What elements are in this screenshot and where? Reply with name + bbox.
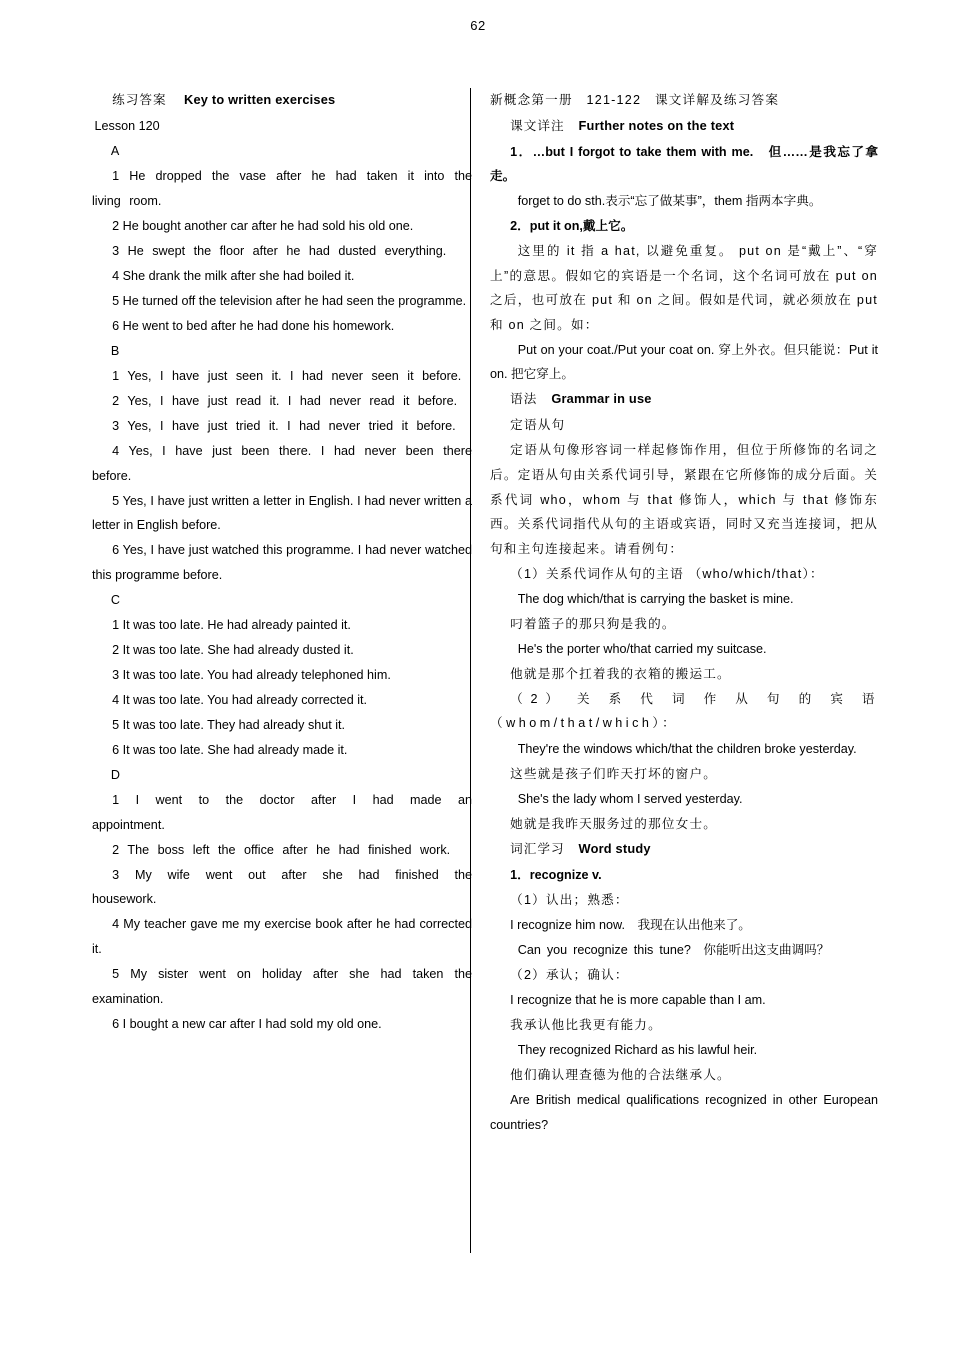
word-study-heading-cn: 词汇学习 <box>510 841 565 856</box>
grammar-paragraph: （1）关系代词作从句的主语 （who/which/that）： <box>510 566 824 581</box>
grammar-heading-en: Grammar in use <box>551 391 652 407</box>
word-example: I recognize him now. 我现在认出他来了。 <box>510 917 751 932</box>
grammar-heading-cn: 语法 <box>510 392 538 407</box>
notes-heading-cn: 课文详注 <box>510 118 565 133</box>
answer-item: 6 He went to bed after he had done his homework. <box>112 318 395 333</box>
notes-heading <box>490 114 878 139</box>
answer-item: 2 Yes, I have just read it. I had never read it before. <box>112 393 458 408</box>
word-entry: 1．recognize v. <box>510 867 602 882</box>
word-sense: （1）认出；熟悉： <box>510 892 629 907</box>
word-study-heading <box>490 837 878 862</box>
note-item: 这里的 it 指 a hat, 以避免重复。 put on 是“戴上”、“穿上”的意思。假如它的宾语是一个名词，这个名词可放在 put on 之后，也可放在 put 和 on 之间。假如是代词，就必须放在 put 和 on 之间。如： <box>490 244 878 332</box>
notes-heading-en: Further notes on the text <box>578 117 735 133</box>
answer-item: 1 I went to the doctor after I had made an appointment. <box>92 793 472 832</box>
left-heading <box>92 88 472 113</box>
grammar-example-cn: 他就是那个扛着我的衣箱的搬运工。 <box>510 666 731 681</box>
word-sense: （2）承认；确认： <box>510 967 629 982</box>
answer-item: 5 It was too late. They had already shut it. <box>112 718 346 733</box>
answer-item: 6 I bought a new car after I had sold my old one. <box>112 1016 382 1031</box>
section-label-a: A <box>110 144 120 158</box>
grammar-subtitle: 定语从句 <box>510 418 566 433</box>
note-item: 1．…but I forgot to take them with me. 但……是我忘了拿走。 <box>490 144 878 184</box>
answer-item: 4 It was too late. You had already corrected it. <box>112 693 367 708</box>
note-item: Put on your coat./Put your coat on. 穿上外衣。但只能说：Put it on. 把它穿上。 <box>490 342 878 382</box>
section-label-c: C <box>110 592 120 607</box>
answer-item: 1 It was too late. He had already painted it. <box>112 617 351 632</box>
left-column <box>92 88 472 1037</box>
grammar-example: He's the porter who/that carried my suitcase. <box>517 641 767 656</box>
section-label-b: B <box>110 343 120 358</box>
answer-item: 4 My teacher gave me my exercise book after he had corrected it. <box>92 917 472 956</box>
section-label-d: D <box>110 768 120 783</box>
word-example: Can you recognize this tune? 你能听出这支曲调吗？ <box>517 942 830 957</box>
left-heading-en: Key to written exercises <box>184 92 336 107</box>
answer-item: 5 Yes, I have just written a letter in English. I had never written a letter in English before. <box>92 493 472 533</box>
grammar-paragraph: 定语从句像形容词一样起修饰作用，但位于所修饰的名词之后。定语从句由关系代词引导，紧跟在它所修饰的成分后面。关系代词 who，whom 与 that 修饰人，which 与 that 修饰东西。关系代词指代从句的主语或宾语，同时又充当连接词，把从句和主句连接起来。请看例句： <box>490 443 878 556</box>
grammar-paragraph: （2） 关 系 代 词 作 从 句 的 宾 语（whom/that/which）： <box>490 691 878 731</box>
page-columns <box>0 88 956 1278</box>
grammar-example: They're the windows which/that the children broke yesterday. <box>517 741 857 756</box>
answer-item: 3 Yes, I have just tried it. I had never tried it before. <box>112 419 456 434</box>
answer-item: 2 The boss left the office after he had finished work. <box>112 842 451 857</box>
word-study-heading-en: Word study <box>578 840 651 856</box>
word-example-cn: 他们确认理查德为他的合法继承人。 <box>510 1068 731 1083</box>
grammar-example: The dog which/that is carrying the basket is mine. <box>517 591 794 606</box>
note-item: 2．put it on,戴上它。 <box>510 219 634 234</box>
answer-item: 1 He dropped the vase after he had taken it into the living room. <box>92 169 472 208</box>
answer-item: 2 He bought another car after he had sold his old one. <box>112 218 414 233</box>
answer-item: 3 He swept the floor after he had dusted everything. <box>112 243 447 258</box>
answer-item: 3 My wife went out after she had finished the housework. <box>92 867 472 907</box>
answer-item: 6 It was too late. She had already made it. <box>112 743 348 758</box>
grammar-example-cn: 叼着篮子的那只狗是我的。 <box>510 616 676 631</box>
answer-item: 4 Yes, I have just been there. I had never been there before. <box>92 444 472 483</box>
left-heading-cn: 练习答案 <box>112 93 167 107</box>
grammar-example-cn: 这些就是孩子们昨天打坏的窗户。 <box>510 766 718 781</box>
answer-item: 1 Yes, I have just seen it. I had never seen it before. <box>112 368 462 383</box>
right-header: 新概念第一册 121-122 课文详解及练习答案 <box>490 93 780 107</box>
grammar-heading <box>490 387 878 412</box>
word-example: Are British medical qualifications recognized in other European countries? <box>490 1093 878 1132</box>
note-item: forget to do sth.表示“忘了做某事”，them 指两本字典。 <box>517 194 822 209</box>
answer-item: 3 It was too late. You had already telephoned him. <box>112 667 391 682</box>
answer-item: 2 It was too late. She had already dusted it. <box>112 642 354 657</box>
page-number: 62 <box>470 18 486 33</box>
grammar-example-cn: 她就是我昨天服务过的那位女士。 <box>510 816 718 831</box>
right-column <box>490 88 878 1138</box>
answer-item: 4 She drank the milk after she had boiled it. <box>112 268 355 283</box>
word-example: I recognize that he is more capable than I am. <box>510 992 766 1007</box>
answer-item: 6 Yes, I have just watched this programme. I had never watched this programme before. <box>92 543 472 582</box>
answer-item: 5 He turned off the television after he had seen the programme. <box>112 293 467 308</box>
word-example-cn: 我承认他比我更有能力。 <box>510 1017 662 1032</box>
grammar-example: She's the lady whom I served yesterday. <box>517 791 743 806</box>
word-example: They recognized Richard as his lawful heir. <box>517 1043 758 1057</box>
lesson-label: Lesson 120 <box>94 118 160 133</box>
answer-item: 5 My sister went on holiday after she had taken the examination. <box>92 967 472 1006</box>
